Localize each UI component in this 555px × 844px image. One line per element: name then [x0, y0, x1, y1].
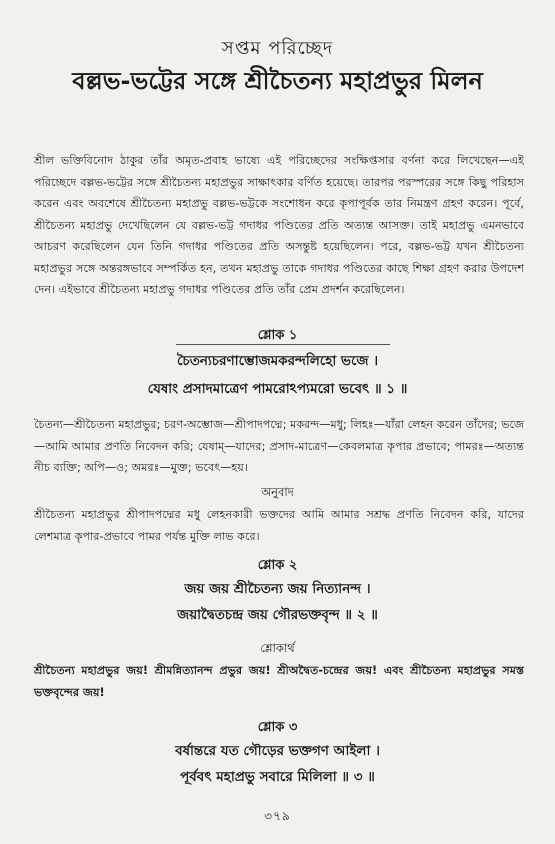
verse-1-translation-heading: অনুবাদ: [261, 485, 294, 499]
chapter-title: বল্লভ-ভট্টের সঙ্গে শ্রীচৈতন্য মহাপ্রভুর মিলন: [72, 67, 483, 95]
verse-1-line-1: চৈতন্যচরণাম্ভোজমকরন্দলিহো ভজে ।: [176, 353, 379, 369]
verse-1-top-rule: [176, 344, 390, 345]
verse-2-line-1: জয় জয় শ্রীচৈতন্য জয় নিত্যানন্দ ।: [184, 581, 371, 597]
page-number: ৩৭৯: [264, 809, 291, 823]
verse-1-line-2: যেষাং প্রসাদমাত্রেণ পামরোঽপ্যমরো ভবেৎ ॥ ১ ॥: [147, 381, 408, 397]
verse-3-line-1: বর্ষান্তরে যত গৌড়ের ভক্তগণ আইলা ।: [175, 743, 380, 759]
verse-3-heading: শ্লোক ৩: [257, 720, 298, 735]
intro-paragraph: শ্রীল ভক্তিবিনোদ ঠাকুর তাঁর অমৃত-প্রবাহ ভাষ্যে এই পরিচ্ছেদের সংক্ষিপ্তসার বর্ণনা করে লিখেছেন—এই পরিচ্ছেদে বল্লভ-ভট্টের সঙ্গে শ্রীচৈতন্য মহাপ্রভুর সাক্ষাৎকার বর্ণিত হয়েছে। তারপর পরস্পরের সঙ্গে কিছু পরিহাস করেন এবং অবশেষে শ্রীচৈতন্য মহাপ্রভু বল্লভ-ভট্টকে সংশোধন করে কৃপাপূর্বক তার নিমন্ত্রণ গ্রহণ করেন। পূর্বে, শ্রীচৈতন্য মহাপ্রভু দেখেছিলেন যে বল্লভ-ভট্ট গদাধর পণ্ডিতের প্রতি অত্যন্ত আসক্ত। তাই মহাপ্রভু এমনভাবে আচরণ করেছিলেন যেন তিনি গদাধর পণ্ডিতের প্রতি অসন্তুষ্ট হয়েছিলেন। পরে, বল্লভ-ভট্ট যখন শ্রীচৈতন্য মহাপ্রভুর সঙ্গে অন্তরঙ্গভাবে সম্পর্কিত হন, তখন মহাপ্রভু তাকে গদাধর পণ্ডিতের কাছে শিক্ষা গ্রহণ করার উপদেশ দেন। এইভাবে শ্রীচৈতন্য মহাপ্রভু গদাধর পণ্ডিতের প্রতি তাঁর প্রেম প্রদর্শন করেছিলেন।: [34, 154, 524, 296]
verse-2-line-2: জয়াদ্বৈতচন্দ্র জয় গৌরভক্তবৃন্দ ॥ ২ ॥: [177, 607, 378, 623]
chapter-heading: সপ্তম পরিচ্ছেদ: [221, 38, 334, 59]
verse-2-translation: শ্রীচৈতন্য মহাপ্রভুর জয়! শ্রীমন্নিত্যানন্দ প্রভুর জয়! শ্রীঅদ্বৈত-চন্দ্রের জয়! এবং শ্রীচৈতন্য মহাপ্রভুর সমস্ত ভক্তবৃন্দের জয়!: [34, 664, 524, 699]
verse-3-line-2: পূর্ববৎ মহাপ্রভু সবারে মিলিলা ॥ ৩ ॥: [180, 769, 375, 785]
verse-1-heading: শ্লোক ১: [257, 328, 298, 343]
verse-1-translation: শ্রীচৈতন্য মহাপ্রভুর শ্রীপাদপদ্মের মধু লেহনকারী ভক্তদের আমি আমার সশ্রদ্ধ প্রণতি নিবেদন করি, যাদের লেশমাত্র কৃপার-প্রভাবে পামর পর্যন্ত মুক্তি লাভ করে।: [34, 508, 524, 543]
verse-1-synonyms: চৈতন্য—শ্রীচৈতন্য মহাপ্রভুর; চরণ-অম্ভোজ—শ্রীপাদপদ্মে; মকরন্দ—মধু; লিহঃ—যাঁরা লেহন করেন তাঁদের; ভজে—আমি আমার প্রণতি নিবেদন করি; যেষাম্—যাদের; প্রসাদ-মাত্রেণ—কেবলমাত্র কৃপার প্রভাবে; পামরঃ—অত্যন্ত নীচ ব্যক্তি; অপি—ও; অমরঃ—মুক্ত; ভবেৎ—হয়।: [34, 418, 524, 474]
verse-2-heading: শ্লোক ২: [257, 558, 298, 573]
verse-2-translation-heading: শ্লোকার্থ: [260, 641, 295, 655]
